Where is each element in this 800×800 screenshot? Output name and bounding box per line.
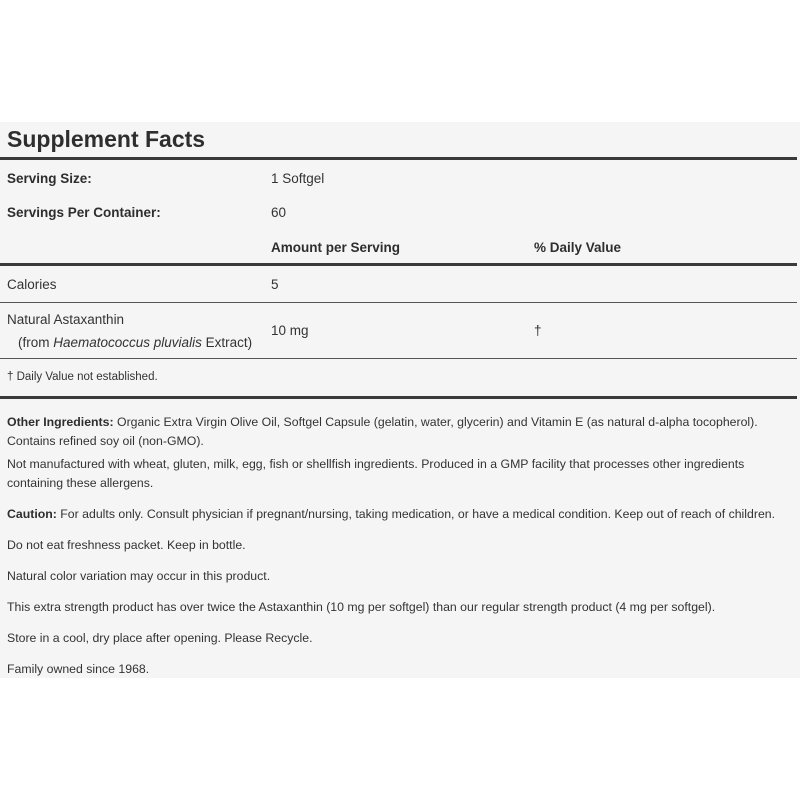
other-ingredients: Other Ingredients: Organic Extra Virgin Olive Oil, Softgel Capsule (gelatin, water, glycerin) and Vitamin E (as natural d-alpha tocopherol). Contains refined soy oil (non-GMO). <box>7 415 758 448</box>
serving-size-label: Serving Size: <box>7 171 92 186</box>
nutrient-name-astaxanthin: Natural Astaxanthin <box>7 312 125 327</box>
nutrient-daily-value-astaxanthin: † <box>534 323 542 338</box>
row-divider <box>0 302 797 303</box>
color-variation-note: Natural color variation may occur in this product. <box>7 569 271 583</box>
daily-value-footnote: † Daily Value not established. <box>7 371 158 383</box>
nutrient-name-calories: Calories <box>7 277 57 292</box>
supplement-facts-title: Supplement Facts <box>7 126 206 152</box>
extra-strength-note: This extra strength product has over twice the Astaxanthin (10 mg per softgel) than our regular strength product (4 mg per softgel). <box>7 600 716 614</box>
daily-value-header: % Daily Value <box>534 240 622 255</box>
allergen-statement: Not manufactured with wheat, gluten, milk, egg, fish or shellfish ingredients. Produced in a GMP facility that processes other ingredients containing these allergens. <box>7 457 745 490</box>
row-divider <box>0 358 797 359</box>
nutrient-source-astaxanthin: (from Haematococcus pluvialis Extract) <box>18 335 253 350</box>
servings-per-container-value: 60 <box>271 205 287 220</box>
title-divider <box>0 157 797 160</box>
header-divider <box>0 263 797 266</box>
storage-note: Store in a cool, dry place after opening. Please Recycle. <box>7 631 313 645</box>
nutrient-amount-astaxanthin: 10 mg <box>271 323 309 338</box>
family-owned-note: Family owned since 1968. <box>7 662 150 676</box>
amount-per-serving-header: Amount per Serving <box>271 240 401 255</box>
caution-statement: Caution: For adults only. Consult physician if pregnant/nursing, taking medication, or have a medical condition. Keep out of reach of children. <box>7 507 776 521</box>
nutrient-amount-calories: 5 <box>271 277 279 292</box>
footnote-divider <box>0 396 797 399</box>
freshness-packet-note: Do not eat freshness packet. Keep in bottle. <box>7 538 246 552</box>
serving-size-value: 1 Softgel <box>271 171 325 186</box>
servings-per-container-label: Servings Per Container: <box>7 205 161 220</box>
